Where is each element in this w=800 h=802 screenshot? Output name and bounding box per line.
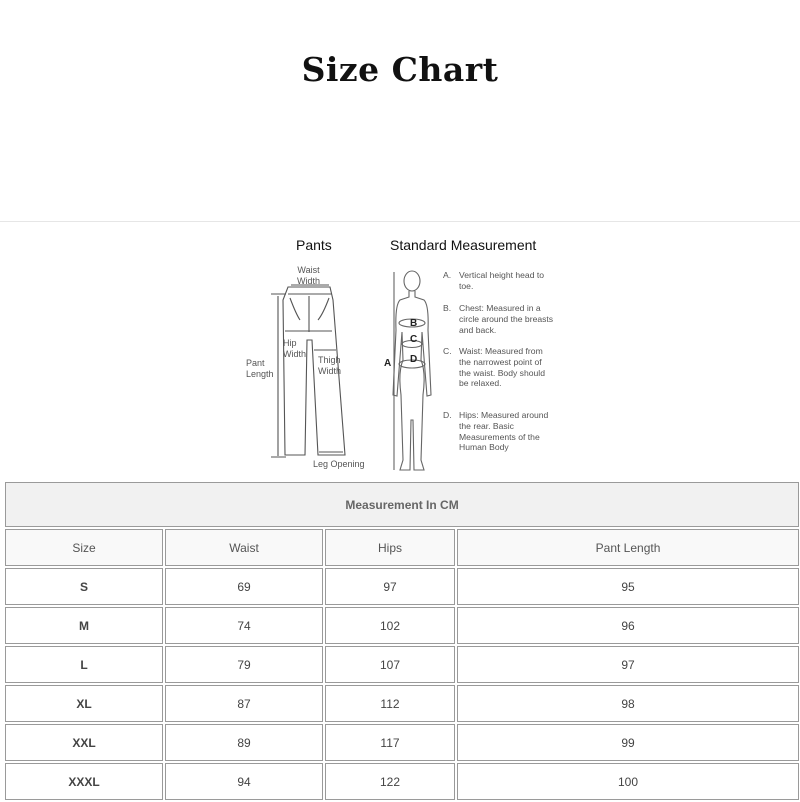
cell-pant-length: 98	[457, 685, 799, 722]
letter-a: A	[384, 358, 392, 369]
table-caption: Measurement In CM	[5, 482, 799, 527]
label-pant-length: Pant Length	[246, 358, 274, 379]
pants-pocket-left	[290, 298, 300, 320]
cell-pant-length: 95	[457, 568, 799, 605]
cell-size: XL	[5, 685, 163, 722]
cell-pant-length: 96	[457, 607, 799, 644]
cell-waist: 87	[165, 685, 323, 722]
cell-size: S	[5, 568, 163, 605]
size-table	[3, 480, 800, 802]
cell-waist: 94	[165, 763, 323, 800]
letter-d: D	[410, 354, 418, 365]
cell-waist: 74	[165, 607, 323, 644]
note-a: A. Vertical height head to toe.	[443, 270, 545, 291]
letter-c: C	[410, 334, 418, 345]
cell-waist: 89	[165, 724, 323, 761]
table-header-row	[5, 529, 799, 566]
pants-heading: Pants	[296, 237, 332, 253]
cell-hips: 112	[325, 685, 455, 722]
note-c: C. Waist: Measured from the narrowest point of the waist. Body should be relaxed.	[443, 346, 545, 389]
cell-pant-length: 99	[457, 724, 799, 761]
cell-size: M	[5, 607, 163, 644]
label-leg-opening: Leg Opening	[313, 459, 365, 469]
cell-waist: 79	[165, 646, 323, 683]
cell-pant-length: 100	[457, 763, 799, 800]
label-thigh-width: Thigh Width	[318, 355, 342, 376]
header-size: Size	[5, 529, 163, 566]
standard-measurement-heading: Standard Measurement	[390, 237, 537, 253]
cell-hips: 97	[325, 568, 455, 605]
table-row	[5, 763, 799, 800]
note-b: B. Chest: Measured in a circle around the breasts and back.	[443, 303, 554, 335]
cell-hips: 117	[325, 724, 455, 761]
note-d: D. Hips: Measured around the rear. Basic Measurements of the Human Body	[443, 410, 549, 453]
cell-size: XXL	[5, 724, 163, 761]
cell-waist: 69	[165, 568, 323, 605]
table-row	[5, 685, 799, 722]
header-waist: Waist	[165, 529, 323, 566]
cell-hips: 122	[325, 763, 455, 800]
table-row	[5, 646, 799, 683]
pants-pocket-right	[318, 298, 329, 320]
letter-b: B	[410, 318, 418, 329]
cell-size: XXXL	[5, 763, 163, 800]
header-pant-length: Pant Length	[457, 529, 799, 566]
table-row	[5, 568, 799, 605]
label-waist-width: Waist Width	[297, 265, 321, 286]
cell-size: L	[5, 646, 163, 683]
cell-hips: 107	[325, 646, 455, 683]
label-hip-width: Hip Width	[283, 338, 307, 359]
table-caption-row	[5, 482, 799, 527]
table-row	[5, 724, 799, 761]
page-title: Size Chart	[301, 50, 499, 89]
cell-pant-length: 97	[457, 646, 799, 683]
header-hips: Hips	[325, 529, 455, 566]
table-row	[5, 607, 799, 644]
cell-hips: 102	[325, 607, 455, 644]
body-head	[404, 271, 420, 291]
